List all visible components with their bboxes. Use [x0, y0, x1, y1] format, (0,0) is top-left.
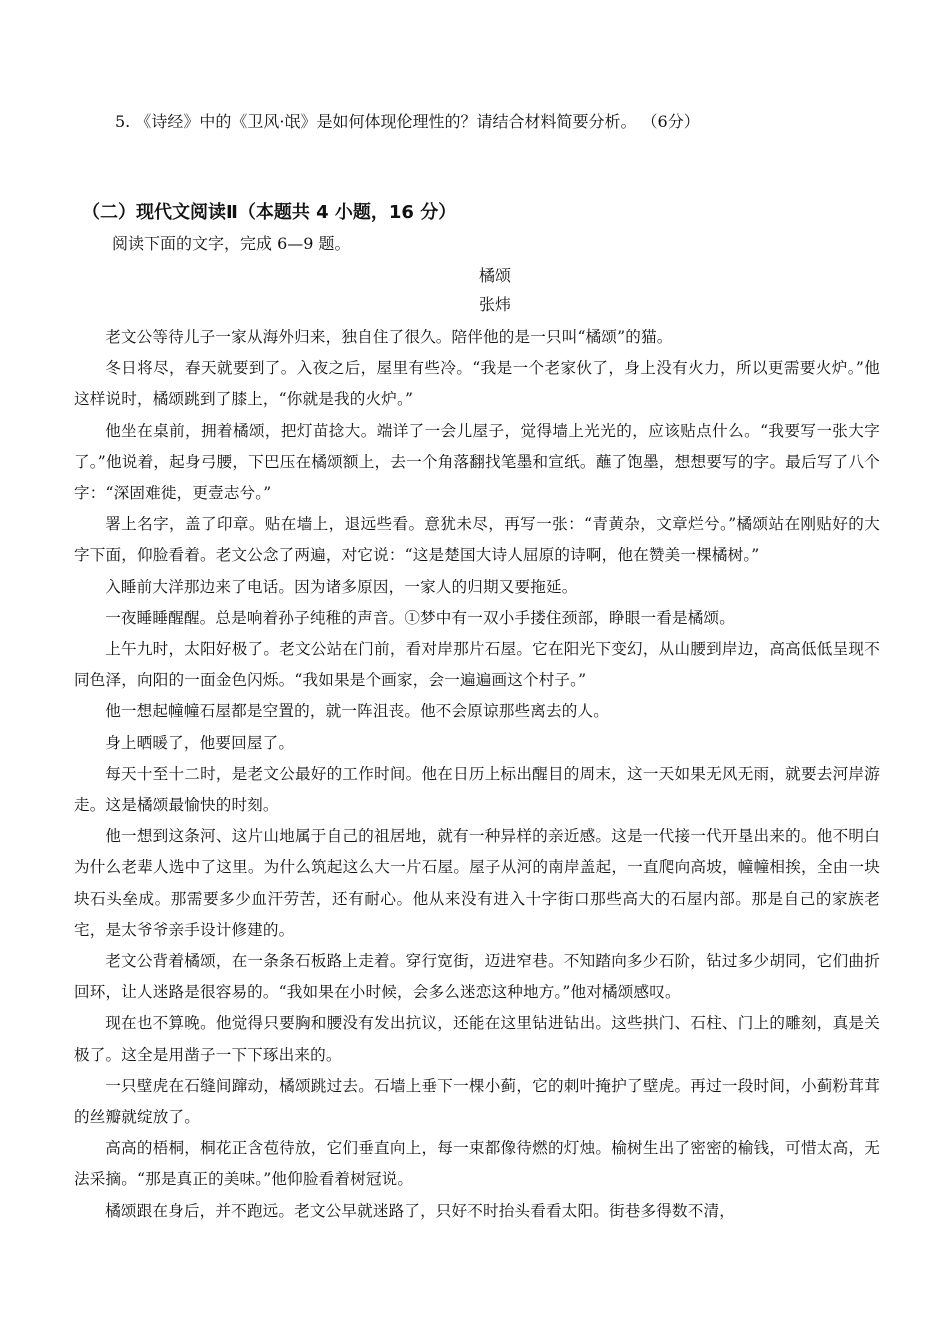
paragraph: 橘颂跟在身后，并不跑远。老文公早就迷路了，只好不时抬头看看太阳。街巷多得数不清， [105, 1201, 735, 1220]
paragraph: 署上名字，盖了印章。贴在墙上，退远些看。意犹未尽，再写一张：“青黄杂，文章烂兮。”橘颂站在刚贴好的大字下面，仰脸看着。老文公念了两遍，对它说：“这是楚国大诗人屈原的诗啊，他在赞美一棵橘树。” [74, 515, 880, 565]
paragraph: 身上晒暖了，他要回屋了。 [105, 733, 295, 752]
paragraph: 他一想到这条河、这片山地属于自己的祖居地，就有一种异样的亲近感。这是一代接一代开垦出来的。他不明白为什么老辈人选中了这里。为什么筑起这么大一片石屋。屋子从河的南岸盖起，一直爬向高坡，幢幢相挨，全由一块块石头垒成。那需要多少血汗劳苦，还有耐心。他从来没有进入十字街口那些高大的石屋内部。那是自己的家族老宅，是太爷爷亲手设计修建的。 [74, 827, 880, 939]
article-author: 张炜 [478, 295, 511, 314]
reading-instruction: 阅读下面的文字，完成 6—9 题。 [112, 234, 351, 253]
article-body [74, 322, 880, 1227]
question-5: 5. 《诗经》中的《卫风·氓》是如何体现伦理性的？请结合材料简要分析。 （6分） [115, 112, 700, 131]
paragraph: 高高的梧桐，桐花正含苞待放，它们垂直向上，每一束都像待燃的灯烛。榆树生出了密密的榆钱，可惜太高，无法采摘。“那是真正的美味。”他仰脸看着树冠说。 [74, 1139, 880, 1189]
paragraph: 现在也不算晚。他觉得只要胸和腰没有发出抗议，还能在这里钻进钻出。这些拱门、石柱、门上的雕刻，真是关极了。这全是用凿子一下下琢出来的。 [74, 1014, 880, 1064]
paragraph: 老文公等待儿子一家从海外归来，独自住了很久。陪伴他的是一只叫“橘颂”的猫。 [105, 328, 673, 346]
paragraph: 老文公背着橘颂，在一条条石板路上走着。穿行宽街，迈进窄巷。不知踏向多少石阶，钻过多少胡同，它们曲折回环，让人迷路是很容易的。“我如果在小时候，会多么迷恋这种地方。”他对橘颂感叹。 [74, 952, 880, 1002]
paragraph: 冬日将尽，春天就要到了。入夜之后，屋里有些冷。“我是一个老家伙了，身上没有火力，所以更需要火炉。”他这样说时，橘颂跳到了膝上，“你就是我的火炉。” [74, 359, 880, 409]
paragraph: 他一想起幢幢石屋都是空置的，就一阵沮丧。他不会原谅那些离去的人。 [105, 702, 609, 721]
paragraph: 入睡前大洋那边来了电话。因为诸多原因，一家人的归期又要拖延。 [105, 577, 578, 596]
section-title: （二）现代文阅读Ⅱ（本题共 4 小题，16 分） [82, 202, 457, 223]
paragraph: 每天十至十二时，是老文公最好的工作时间。他在日历上标出醒目的周末，这一天如果无风无雨，就要去河岸游走。这是橘颂最愉快的时刻。 [74, 764, 880, 815]
paragraph: 一夜睡睡醒醒。总是响着孙子纯稚的声音。①梦中有一双小手搂住颈部，睁眼一看是橘颂。 [105, 608, 735, 627]
paragraph: 上午九时，太阳好极了。老文公站在门前，看对岸那片石屋。它在阳光下变幻，从山腰到岸边，高高低低呈现不同色泽，向阳的一面金色闪烁。“我如果是个画家，会一遍遍画这个村子。” [74, 640, 880, 690]
article-title: 橘颂 [478, 266, 511, 285]
paragraph: 他坐在桌前，拥着橘颂，把灯苗捻大。端详了一会儿屋子，觉得墙上光光的，应该贴点什么。“我要写一张大字了。”他说着，起身弓腰，下巴压在橘颂额上，去一个角落翻找笔墨和宣纸。蘸了饱墨，想想要写的字。最后写了八个字：“深固难徙，更壹志兮。” [74, 421, 880, 503]
paragraph: 一只壁虎在石缝间蹿动，橘颂跳过去。石墙上垂下一棵小蓟，它的刺叶掩护了壁虎。再过一段时间，小蓟粉茸茸的丝瓣就绽放了。 [74, 1076, 880, 1127]
